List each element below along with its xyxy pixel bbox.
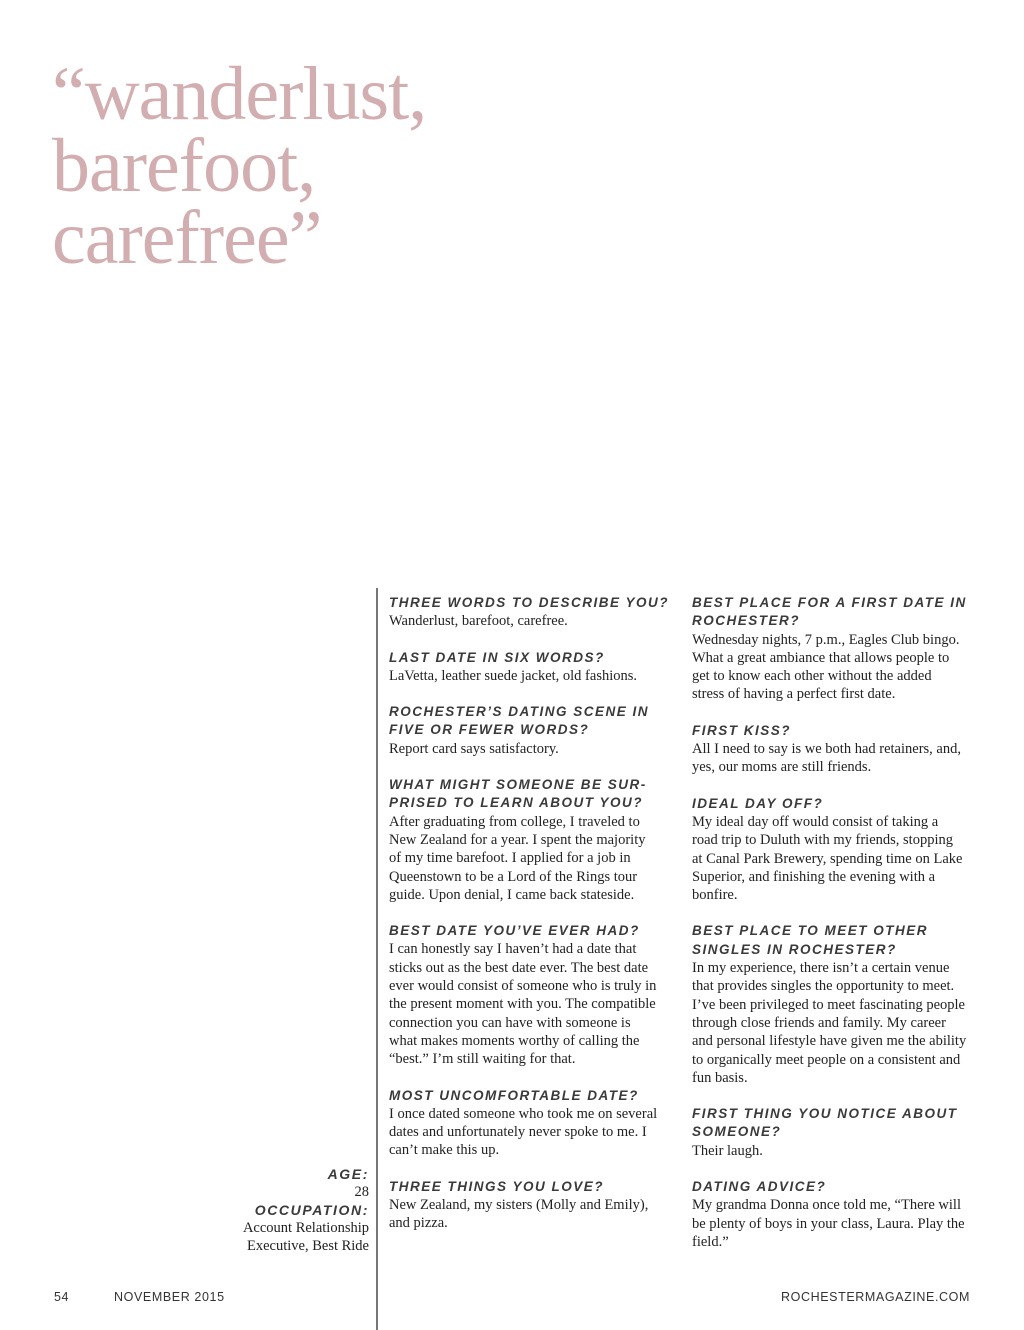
answer-line: fun basis. [692,1069,748,1086]
page-number: 54 [54,1290,70,1304]
answer-line: what makes moments worthy of calling the [389,1032,640,1049]
qa-item [692,922,982,1087]
answer-line: Superior, and finishing the evening with a [692,868,936,885]
question: THREE WORDS TO DESCRIBE YOU? [389,595,670,610]
answer-line: and pizza. [389,1215,448,1232]
answer-line: of my time barefoot. I applied for a job in [389,850,631,867]
website-url: ROCHESTERMAGAZINE.COM [781,1290,970,1304]
answer-line: My ideal day off would consist of taking a [692,813,939,830]
question: FIRST KISS? [692,722,792,738]
qa-item [389,703,679,758]
question: PRISED TO LEARN ABOUT YOU? [389,795,644,811]
answer-line: bonfire. [692,887,738,904]
column-divider [376,588,378,1330]
answer-line: Queenstown to be a Lord of the Rings tour [389,868,638,885]
answer-line: I once dated someone who took me on several [389,1105,658,1122]
answer-line: the present moment with you. The compatible [389,996,656,1013]
issue-date: NOVEMBER 2015 [114,1290,225,1304]
answer-line: My grandma Donna once told me, “There will [692,1197,961,1214]
bio-block [169,1165,369,1255]
answer-line: “best.” I’m still waiting for that. [389,1051,576,1068]
question: ROCHESTER? [692,613,801,629]
answer-line: stress of having a perfect first date. [692,686,896,703]
answer-line: What a great ambiance that allows people to [692,649,950,666]
question: BEST PLACE TO MEET OTHER [692,923,929,939]
answer-line: can’t make this up. [389,1142,500,1159]
answer-line: at Canal Park Brewery, spending time on Lake [692,850,963,867]
qa-item [692,1178,982,1251]
answer-line: In my experience, there isn’t a certain venue [692,960,950,977]
qa-item [692,594,982,704]
answer-line: dates and unfortunately never spoke to me. I [389,1124,647,1141]
question: SOMEONE? [692,1124,782,1140]
answer-line: and personal lifestyle have given me the ability [692,1033,967,1050]
question: DATING ADVICE? [692,1179,827,1195]
qa-item [389,922,679,1068]
question: ROCHESTER’S DATING SCENE IN [389,704,650,720]
age-label: AGE: [327,1166,369,1182]
answer-line: LaVetta, leather suede jacket, old fashions. [389,667,638,684]
qa-item [389,1087,679,1160]
qa-item [692,1105,982,1160]
qa-item [389,649,679,686]
question: THREE THINGS YOU LOVE? [389,1178,605,1194]
answer-line: New Zealand, my sisters (Molly and Emily), [389,1197,649,1214]
answer-line: I’ve been privileged to meet fascinating people [692,996,965,1013]
question: BEST DATE YOU’VE EVER HAD? [389,923,640,939]
answer-line: New Zealand for a year. I spent the majority [389,831,646,848]
answer-line: Wednesday nights, 7 p.m., Eagles Club bingo. [692,631,960,648]
qa-item [389,594,679,631]
qa-item [692,795,982,905]
answer-line: be plenty of boys in your class, Laura. Play the [692,1215,965,1232]
occupation-label: OCCUPATION: [254,1202,369,1218]
occupation-line: Account Relationship [242,1220,369,1236]
question: MOST UNCOMFORTABLE DATE? [389,1087,639,1103]
occupation-line: Executive, Best Ride [246,1238,369,1254]
question: LAST DATE IN SIX WORDS? [389,649,605,665]
question: FIVE OR FEWER WORDS? [389,722,590,738]
answer-line: Their laugh. [692,1142,763,1159]
pull-quote-line: “wanderlust, [52,52,427,136]
pull-quote [52,52,572,280]
age-value: 28 [354,1184,369,1200]
answer-line: field.” [692,1233,729,1250]
answer-line: connection you can have with someone is [389,1014,631,1031]
answer-line: All I need to say is we both had retainers, and, [692,741,961,758]
answer-line: I can honestly say I haven’t had a date that [389,941,637,958]
answer-line: yes, our moms are still friends. [692,759,872,776]
question: IDEAL DAY OFF? [692,795,824,811]
qa-column-left [389,594,679,1251]
answer-line: road trip to Duluth with my friends, stopping [692,832,953,849]
qa-column-right [692,594,982,1269]
qa-item [389,776,679,904]
answer-line: sticks out as the best date ever. The best date [389,959,649,976]
question: SINGLES IN ROCHESTER? [692,941,897,957]
answer-line: through close friends and family. My career [692,1014,946,1031]
answer-line: After graduating from college, I traveled to [389,813,640,830]
qa-item [389,1178,679,1233]
answer-line: guide. Upon denial, I came back stateside. [389,886,635,903]
pull-quote-line: barefoot, [52,124,316,208]
question: WHAT MIGHT SOMEONE BE SUR- [389,777,647,793]
question: FIRST THING YOU NOTICE ABOUT [692,1106,958,1122]
answer-line: Wanderlust, barefoot, carefree. [389,613,568,630]
answer-line: that provides singles the opportunity to meet. [692,978,955,995]
answer-line: to organically meet people on a consistent and [692,1051,961,1068]
answer-line: ever would consist of someone who is truly in [389,978,657,995]
question: BEST PLACE FOR A FIRST DATE IN [692,595,967,610]
pull-quote-line: carefree” [52,196,322,280]
answer-line: Report card says satisfactory. [389,740,559,757]
answer-line: get to know each other without the added [692,668,932,685]
qa-item [692,722,982,777]
